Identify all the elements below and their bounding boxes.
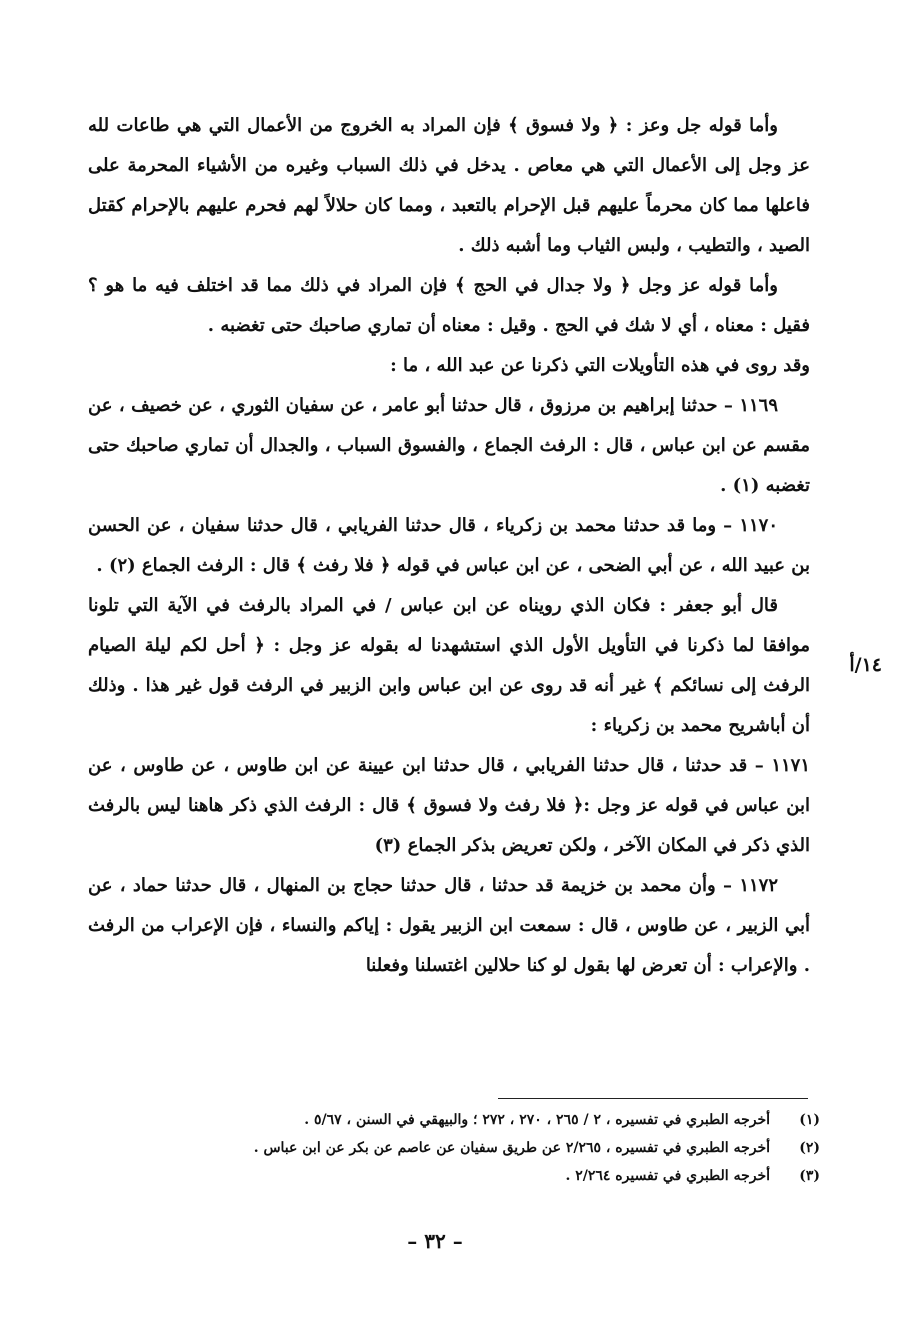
- footnote-text: أخرجه الطبري في تفسيره ٢/٢٦٤ .: [565, 1168, 770, 1184]
- paragraph-abu-jafar: قال أبو جعفر : فكان الذي رويناه عن ابن عباس / في المراد بالرفث في الآية التي تلونا موافقا لما ذكرنا في التأويل الأول الذي استشهدنا له بقوله عز وجل : ﴿ أحل لكم ليلة الصيام الرفث إلى نسائكم ﴾ غير أنه قد روى عن ابن عباس وابن الزبير في الرفث قول غير هذا . وذلك أن أباشريح محمد بن زكرياء :: [88, 595, 810, 736]
- hadith-1172: ١١٧٢ – وأن محمد بن خزيمة قد حدثنا ، قال حدثنا حجاج بن المنهال ، قال حدثنا حماد ، عن أبي الزبير ، عن طاوس ، قال : سمعت ابن الزبير يقول : إياكم والنساء ، فإن الإعراب من الرفث . والإعراب : أن تعرض لها بقول لو كنا حلالين اغتسلنا وفعلنا: [88, 875, 810, 976]
- footnote-number: (٢): [799, 1140, 820, 1156]
- paragraph-riwaya-intro: وقد روى في هذه التأويلات التي ذكرنا عن عبد الله ، ما :: [390, 355, 810, 376]
- footnotes: [120, 1106, 820, 1190]
- paragraph-fusuq: وأما قوله جل وعز : ﴿ ولا فسوق ﴾ فإن المراد به الخروج من الأعمال التي هي طاعات لله عز وجل إلى الأعمال التي هي معاص . يدخل في ذلك السباب وغيره من الأشياء المحرمة على فاعلها مما كان محرماً عليهم قبل الإحرام بالتعبد ، ومما كان حلالاً لهم فحرم عليهم بالإحرام كقتل الصيد ، والتطيب ، ولبس الثياب وما أشبه ذلك .: [88, 115, 810, 256]
- manuscript-folio-marker: ١٤/أ: [849, 654, 882, 676]
- paragraph-jidal: وأما قوله عز وجل ﴿ ولا جدال في الحج ﴾ فإن المراد في ذلك مما قد اختلف فيه ما هو ؟ فقيل : معناه ، أي لا شك في الحج . وقيل : معناه أن تماري صاحبك حتى تغضبه .: [88, 275, 810, 336]
- hadith-1171: ١١٧١ – قد حدثنا ، قال حدثنا الفريابي ، قال حدثنا ابن عيينة عن ابن طاوس ، عن طاوس ، عن ابن عباس في قوله عز وجل :﴿ فلا رفث ولا فسوق ﴾ قال : الرفث الذي ذكر هاهنا ليس بالرفث الذي ذكر في المكان الآخر ، ولكن تعريض بذكر الجماع (٣): [88, 755, 810, 856]
- footnote-3: [120, 1162, 820, 1190]
- footnote-number: (١): [799, 1112, 820, 1128]
- footnote-separator: [498, 1098, 808, 1099]
- hadith-1170: ١١٧٠ – وما قد حدثنا محمد بن زكرياء ، قال حدثنا الفريابي ، قال حدثنا سفيان ، عن الحسن بن عبيد الله ، عن أبي الضحى ، عن ابن عباس في قوله ﴿ فلا رفث ﴾ قال : الرفث الجماع (٢) .: [88, 515, 810, 576]
- page-number: – ٣٢ –: [407, 1229, 463, 1253]
- hadith-1169: ١١٦٩ – حدثنا إبراهيم بن مرزوق ، قال حدثنا أبو عامر ، عن سفيان الثوري ، عن خصيف ، عن مقسم عن ابن عباس ، قال : الرفث الجماع ، والفسوق السباب ، والجدال أن تماري صاحبك حتى تغضبه (١) .: [88, 395, 810, 496]
- footnote-text: أخرجه الطبري في تفسيره ، ٢ / ٢٦٥ ، ٢٧٠ ، ٢٧٢ ؛ والبيهقي في السنن ، ٥/٦٧ .: [304, 1112, 770, 1128]
- footnote-text: أخرجه الطبري في تفسيره ، ٢/٢٦٥ عن طريق سفيان عن عاصم عن بكر عن ابن عباس .: [253, 1140, 770, 1156]
- footnote-2: [120, 1134, 820, 1162]
- footnote-1: [120, 1106, 820, 1134]
- footnote-number: (٣): [799, 1168, 820, 1184]
- main-text: [88, 106, 810, 986]
